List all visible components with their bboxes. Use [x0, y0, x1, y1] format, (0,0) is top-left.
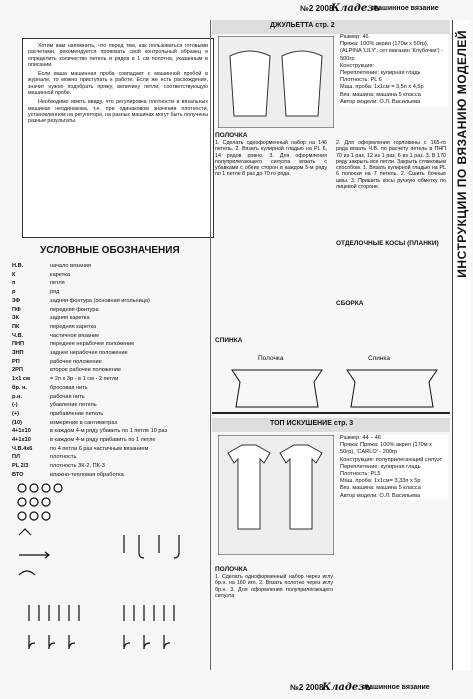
legend-title: УСЛОВНЫЕ ОБОЗНАЧЕНИЯ: [40, 245, 180, 256]
legend-row: [12, 358, 197, 367]
legend-value: каретка: [50, 271, 70, 278]
legend-row: [12, 306, 197, 315]
symbol-needles: [124, 535, 179, 558]
back-pattern: [347, 370, 437, 407]
intro-paragraph: Хотим вам напомнить, что перед тем, как пользоваться готовыми расчетами, рекомендуется провязать свой контрольный образец и определить количество петель и рядов в 1 см полотна, указанным в описании.: [28, 43, 208, 68]
magazine-logo: Кладезь: [322, 682, 372, 693]
legend-key: ВТО: [12, 471, 24, 478]
intro-box: [22, 38, 214, 238]
legend-value: петля: [50, 280, 65, 287]
model1-polochka-heading: ПОЛОЧКА: [215, 132, 248, 139]
figure-label-back: Спинка: [368, 355, 391, 362]
spec-line: Пряжа: 100% акрил (170м х 50гр), (ALPINA 'LILY', сет магазин 'Клубочки') - 500гр: [340, 41, 443, 62]
legend-key: п: [12, 280, 16, 287]
legend-value: плотность: [50, 454, 77, 461]
legend-row: [12, 340, 197, 349]
legend-row: [12, 462, 197, 471]
legend-key: 2РП: [12, 367, 23, 374]
page-footer: [8, 682, 448, 696]
model2-photo: [218, 435, 334, 555]
legend-value: прибавление петель: [50, 410, 104, 417]
legend-value: задняя каретка: [50, 315, 90, 322]
legend-value: ряд: [50, 289, 60, 296]
legend-key: ПЛ: [12, 454, 20, 461]
magazine-logo: Кладезь: [331, 3, 381, 14]
symbol-circle: [18, 512, 26, 520]
spec-line: Конструкция:: [340, 62, 375, 69]
legend-key: ПНП: [12, 341, 25, 348]
magazine-name: машинное вязание: [373, 5, 439, 12]
model1-spinka-heading: СПИНКА: [215, 337, 243, 344]
model2-text: 1. Сделать одноформенный набор через иглу бр.н. на 160 игл. 2. Вязать полотно через иглу бр.н. 3. Для оформления полуприлегающего силуэта: [215, 574, 333, 599]
legend-key: Ч.В.: [12, 332, 24, 339]
model2-spec-box: [340, 435, 448, 500]
symbol-arrow: [19, 552, 49, 558]
legend-key: 4+1х10: [12, 437, 31, 444]
model-separator: [212, 412, 450, 414]
model2-title: ТОП ИСКУШЕНИЕ стр. 3: [270, 420, 354, 427]
spec-line: Плотность: PL 6: [340, 77, 382, 84]
figure-label-front: Полочка: [258, 355, 284, 362]
legend-key: РП: [12, 358, 20, 365]
spec-line: Конструкция: полуприлегающий силуэт: [340, 456, 443, 463]
model1-otdel-heading: ОТДЕЛОЧНЫЕ КОСЫ (ПЛАНКИ): [336, 240, 439, 247]
legend-key: ПФ: [12, 306, 21, 313]
legend-row: [12, 384, 197, 393]
legend-row: [12, 401, 197, 410]
spec-line: Маш. проба: 1х1см= 3,33п х 5р: [340, 478, 421, 485]
model1-sborka-heading: СБОРКА: [336, 300, 364, 307]
legend-key: бр. н.: [12, 384, 27, 391]
symbol-circle: [18, 498, 26, 506]
symbol-ribbing: [124, 635, 170, 649]
symbol-circle: [54, 484, 62, 492]
spec-line: Плотность: PL5: [340, 471, 381, 478]
model1-spec-box: [340, 34, 448, 106]
legend-key: 4+1х10: [12, 428, 31, 435]
legend-list: [12, 262, 197, 480]
model1-photo: [218, 36, 334, 128]
legend-key: р.н.: [12, 393, 22, 400]
model2-polochka-heading: ПОЛОЧКА: [215, 566, 248, 573]
issue-number: №2 2008: [290, 683, 324, 692]
legend-row: [12, 445, 197, 454]
symbol-ribbing: [29, 605, 79, 621]
legend-value: в каждом 4-м ряду убавить по 1 петле 10 раз: [50, 428, 168, 435]
symbol-chart: [14, 480, 204, 670]
legend-key: PL 2/3: [12, 463, 29, 470]
legend-key: ЗНП: [12, 350, 24, 357]
symbol-circle: [42, 512, 50, 520]
legend-value: заднее нерабочее положение: [50, 350, 128, 357]
legend-value: начало вязания: [50, 263, 91, 269]
legend-row: [12, 262, 197, 271]
spec-line: Размер: 44 – 46: [340, 435, 381, 441]
spec-line: Автор модели: О.Л. Васильева: [340, 98, 421, 105]
blouse-back: [282, 51, 322, 116]
legend-key: (+): [12, 410, 19, 417]
legend-value: по 4 петли 6 раз частичным вязанием: [50, 445, 149, 452]
legend-row: [12, 279, 197, 288]
legend-row: [12, 366, 197, 375]
legend-value: рабочее положение: [50, 358, 102, 365]
legend-key: ЗК: [12, 315, 19, 322]
spec-line: Переплетение: кулирная гладь: [340, 70, 421, 77]
legend-row: [12, 393, 197, 402]
legend-row: [12, 271, 197, 280]
symbol-circle: [30, 512, 38, 520]
legend-row: [12, 427, 197, 436]
issue-number: №2 2008: [300, 4, 334, 13]
legend-value: задняя фонтура (основная игольница): [50, 297, 150, 304]
side-title-strip: [452, 20, 471, 670]
blouse-front: [230, 51, 270, 116]
spec-line: Пряжа: Пряжа: 100% акрил (170м х 50гр), 'CARLO' - 200гр: [340, 442, 432, 456]
symbol-circle: [42, 498, 50, 506]
legend-value: переднее нерабочее положение: [50, 341, 135, 348]
intro-paragraph: Необходимо иметь ввиду, что регулировка плотности в вязальных машинах неодинакова, т.е. при одинаковом значении плотности, установленном на регуляторе, на разных машинах могут быть получены разные результаты.: [28, 99, 208, 125]
legend-key: К: [12, 271, 16, 278]
side-title: ИНСТРУКЦИИ ПО ВЯЗАНИЮ МОДЕЛЕЙ: [455, 30, 469, 278]
legend-row: [12, 349, 197, 358]
symbol-circle: [42, 484, 50, 492]
legend-row: [12, 419, 197, 428]
legend-value: в каждом 4-м ряду прибавить по 1 петле: [50, 437, 156, 444]
legend-value: рабочая нить: [50, 393, 85, 400]
symbol-arc: [19, 571, 35, 575]
page-header: [8, 3, 448, 17]
legend-row: [12, 288, 197, 297]
symbol-arrow: [19, 529, 31, 535]
legend-key: (-): [12, 402, 18, 409]
legend-row: [12, 453, 197, 462]
legend-row: [12, 436, 197, 445]
legend-value: влажно-тепловая обработка: [50, 471, 124, 478]
legend-key: р: [12, 289, 16, 296]
legend-value: убавление петель: [50, 402, 97, 409]
legend-value: передняя фонтура: [50, 306, 99, 313]
intro-paragraph: Если ваша машинная проба совпадает с машинной пробой в журнале, то можно приступать к работе. Если же есть расхождения, значит нужно подобрать пряжу, величину петли, соответствующую машинной пробе.: [28, 71, 208, 97]
spec-line: Вяз. машина: машина 5 класса: [340, 91, 421, 98]
legend-key: ПК: [12, 323, 20, 330]
symbol-circle: [30, 498, 38, 506]
legend-key: ЗФ: [12, 297, 21, 304]
symbol-ribbing: [124, 605, 174, 621]
magazine-name: машинное вязание: [364, 684, 430, 691]
legend-row: [12, 332, 197, 341]
legend-value: измерение в сантиметрах: [50, 419, 118, 426]
legend-row: [12, 314, 197, 323]
pattern-diagrams: [222, 365, 447, 410]
spec-line: Переплетение: кулирная гладь: [340, 463, 421, 470]
legend-key: 1х1 см: [12, 376, 31, 383]
spec-line: Размер: 46: [340, 34, 369, 40]
legend-row: [12, 323, 197, 332]
legend-row: [12, 375, 197, 384]
symbol-ribbing: [29, 635, 75, 649]
symbol-circle: [18, 484, 26, 492]
legend-value: частичное вязание: [50, 332, 100, 339]
legend-row: [12, 471, 197, 480]
model1-title: ДЖУЛЬЕТТА стр. 2: [270, 22, 335, 29]
legend-key: Н.В.: [12, 263, 24, 269]
spec-line: Маш. проба: 1х1см = 3,5п х 4,5р: [340, 84, 424, 91]
legend-value: = 2п х 3р - в 1 см - 2 петли: [50, 376, 119, 383]
column-divider: [210, 20, 211, 670]
legend-key: (10): [12, 419, 22, 426]
model1-text-left: 1. Сделать одноформенный набор на 146 петель. 2. Вязать кулирной гладью на PL 6, 14 рядов ровно. 3. Для оформления полуприлегающего силуэта вязать с убавками с обеих сторон в каждом 5-м ряду по 1 петле 8 раз до 70 го ряда.: [215, 140, 327, 178]
legend-value: плотность ЗК-2, ПК-3: [50, 463, 105, 470]
symbol-circle: [30, 484, 38, 492]
model1-text-right: 2. Для оформления горловины с 165-го ряда вязать Ч.В. по расчету петель в ПНП 70 из 1 раз, 12 из 1 раз, 6 из 1 раз. 3. В 170 ряду закрыть все петли. Закрыть стяжковым способом. 1. Вязать кулирной гладью на PL 6 полоски на 7 петель. 2. Сшить бочные швы. 3. Пришить косы ручную обметку по лицевой стороне.: [336, 140, 446, 191]
legend-key: Ч.В.4х6: [12, 445, 33, 452]
legend-row: [12, 297, 197, 306]
legend-value: передняя каретка: [50, 323, 97, 330]
front-pattern: [232, 370, 322, 407]
legend-value: бросовая нить: [50, 384, 88, 391]
spec-line: Автор модели: О.Л. Васильева: [340, 492, 421, 499]
spec-line: Вяз. машина: машина 5 класса: [340, 485, 421, 492]
legend-row: [12, 410, 197, 419]
legend-value: второе рабочее положение: [50, 367, 122, 374]
